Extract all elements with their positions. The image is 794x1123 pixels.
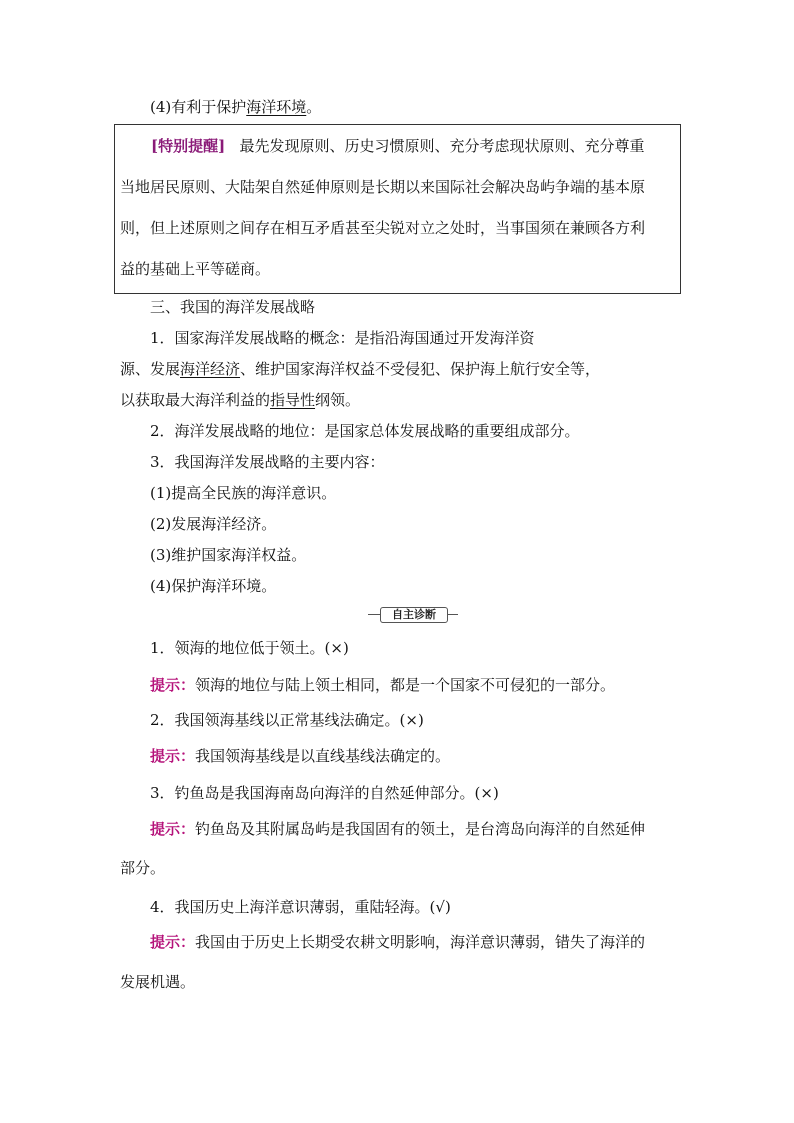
tip-label-3: 提示： bbox=[150, 820, 196, 838]
reminder-line-1 bbox=[151, 136, 716, 156]
answer-text-3: 钓鱼岛及其附属岛屿是我国固有的领土，是台湾岛向海洋的自然延伸 bbox=[195, 820, 646, 838]
section-item-1-line-1: 1．国家海洋发展战略的概念：是指沿海国通过开发海洋资 bbox=[150, 329, 535, 347]
diagnosis-q1: 1．领海的地位低于领土。(×) bbox=[150, 639, 349, 657]
answer-text-4: 我国由于历史上长期受农耕文明影响，海洋意识薄弱，错失了海洋的 bbox=[195, 933, 646, 951]
diagnosis-q3: 3．钓鱼岛是我国海南岛向海洋的自然延伸部分。(×) bbox=[150, 784, 499, 802]
reminder-line-4: 益的基础上平等磋商。 bbox=[120, 260, 271, 278]
item1-l3-underlined: 指导性 bbox=[270, 391, 316, 409]
badge-rule-right bbox=[448, 614, 458, 615]
section-item-2: 2．海洋发展战略的地位：是国家总体发展战略的重要组成部分。 bbox=[150, 422, 580, 440]
tip-label-4: 提示： bbox=[150, 933, 196, 951]
section-item-1-line-3 bbox=[120, 390, 360, 410]
section-sub-4: (4)保护海洋环境。 bbox=[150, 577, 277, 595]
top-item-underlined: 海洋环境 bbox=[246, 98, 307, 116]
item1-l2-underlined: 海洋经济 bbox=[180, 360, 241, 378]
diagnosis-a3-line-2: 部分。 bbox=[120, 859, 166, 877]
top-item-4 bbox=[150, 97, 321, 117]
badge-label: 自主诊断 bbox=[380, 607, 448, 623]
diagnosis-a1 bbox=[150, 675, 615, 695]
answer-text-1: 领海的地位与陆上领土相同，都是一个国家不可侵犯的一部分。 bbox=[195, 676, 616, 694]
section-sub-1: (1)提高全民族的海洋意识。 bbox=[150, 484, 337, 502]
diagnosis-q2: 2．我国领海基线以正常基线法确定。(×) bbox=[150, 711, 424, 729]
reminder-label: [特别提醒] bbox=[151, 137, 226, 155]
item1-l2-a: 源、发展 bbox=[120, 360, 181, 378]
diagnosis-a4-line-1 bbox=[150, 932, 645, 952]
item1-l3-b: 纲领。 bbox=[315, 391, 361, 409]
diagnosis-q4: 4．我国历史上海洋意识薄弱，重陆轻海。(√) bbox=[150, 898, 451, 916]
top-item-suffix: 。 bbox=[306, 98, 322, 116]
diagnosis-a3-line-1 bbox=[150, 819, 645, 839]
tip-label-2: 提示： bbox=[150, 747, 196, 765]
badge-rule-left bbox=[368, 614, 380, 615]
reminder-line-3: 则，但上述原则之间存在相互矛盾甚至尖锐对立之处时，当事国须在兼顾各方利 bbox=[120, 219, 646, 237]
section-heading: 三、我国的海洋发展战略 bbox=[150, 298, 316, 316]
diagnosis-a4-line-2: 发展机遇。 bbox=[120, 973, 196, 991]
diagnosis-a2 bbox=[150, 746, 450, 766]
item1-l3-a: 以获取最大海洋利益的 bbox=[120, 391, 271, 409]
reminder-line-2: 当地居民原则、大陆架自然延伸原则是长期以来国际社会解决岛屿争端的基本原 bbox=[120, 178, 646, 196]
section-item-3: 3．我国海洋发展战略的主要内容： bbox=[150, 453, 385, 471]
top-item-text: (4)有利于保护 bbox=[150, 98, 247, 116]
section-sub-3: (3)维护国家海洋权益。 bbox=[150, 546, 307, 564]
self-diagnosis-badge bbox=[368, 606, 458, 624]
reminder-text-1: 最先发现原则、历史习惯原则、充分考虑现状原则、充分尊重 bbox=[239, 137, 645, 155]
special-reminder-box bbox=[114, 124, 681, 294]
tip-label-1: 提示： bbox=[150, 676, 196, 694]
item1-l2-b: 、维护国家海洋权益不受侵犯、保护海上航行安全等， bbox=[240, 360, 601, 378]
section-item-1-line-2 bbox=[120, 359, 600, 379]
section-sub-2: (2)发展海洋经济。 bbox=[150, 515, 277, 533]
answer-text-2: 我国领海基线是以直线基线法确定的。 bbox=[195, 747, 451, 765]
